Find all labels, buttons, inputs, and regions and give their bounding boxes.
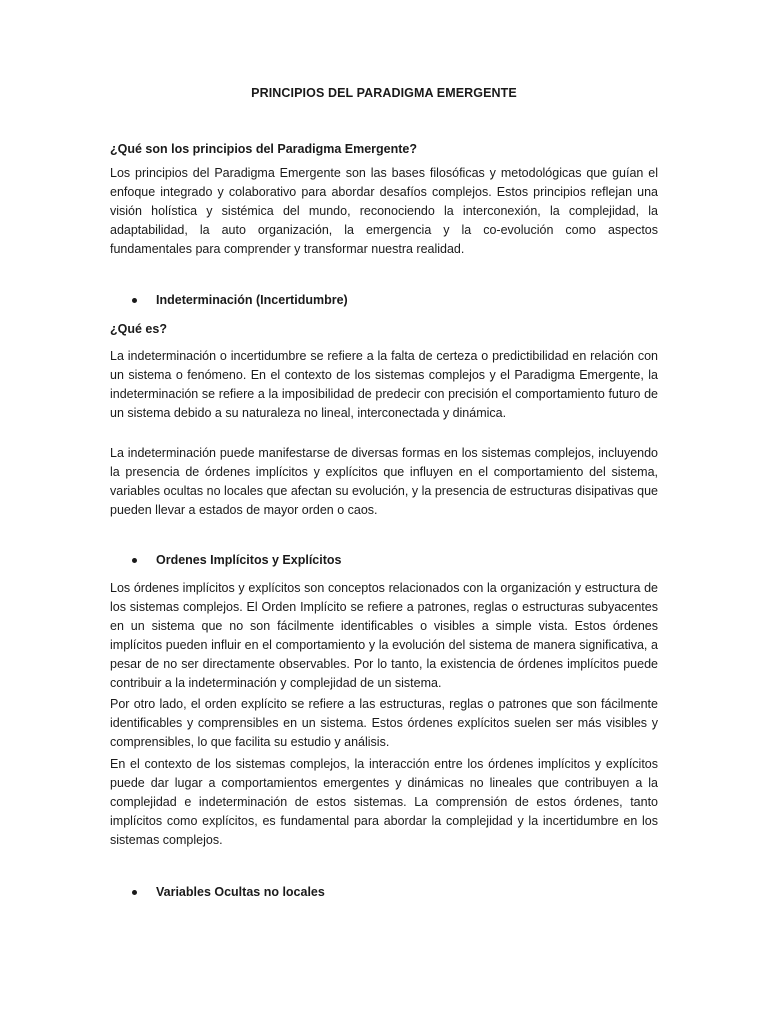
section1-paragraph-1: La indeterminación o incertidumbre se refiere a la falta de certeza o predictibilidad en relación con un sistema o fenómeno. En el contexto de los sistemas complejos y el Paradigma Emergente, la indeterminación se refiere a la imposibilidad de predecir con precisión el comportamiento futuro de un sistema debido a su naturaleza no lineal, interconectada y dinámica. [110,349,658,420]
section2-paragraph-3: En el contexto de los sistemas complejos, la interacción entre los órdenes implícitos y explícitos puede dar lugar a comportamientos emergentes y dinámicas no lineales que contribuyen a la complejidad e indeterminación de estos sistemas. La comprensión de estos órdenes, tanto implícitos como explícitos, es fundamental para abordar la complejidad y la incertidumbre en los sistemas complejos. [110,757,658,847]
bullet-dot-icon [132,558,137,563]
document-page [110,0,658,1024]
bullet-ordenes [132,553,341,567]
document-title: PRINCIPIOS DEL PARADIGMA EMERGENTE [251,86,517,100]
bullet-indeterminacion [132,293,348,307]
bullet-dot-icon [132,298,137,303]
section1-paragraph-2: La indeterminación puede manifestarse de diversas formas en los sistemas complejos, incluyendo la presencia de órdenes implícitos y explícitos que influyen en el comportamiento del sistema, variables ocultas no locales que afectan su evolución, y la presencia de estructuras disipativas que pueden llevar a estados de mayor orden o caos. [110,446,658,517]
bullet-label: Ordenes Implícitos y Explícitos [156,553,342,567]
intro-question: ¿Qué son los principios del Paradigma Emergente? [110,142,418,156]
bullet-dot-icon [132,890,137,895]
bullet-variables-ocultas [132,885,325,899]
bullet-label: Variables Ocultas no locales [156,885,325,899]
section2-paragraph-2: Por otro lado, el orden explícito se refiere a las estructuras, reglas o patrones que son fácilmente identificables y comprensibles en un sistema. Estos órdenes explícitos suelen ser más visibles y comprensibles, lo que facilita su estudio y análisis. [110,697,658,749]
bullet-label: Indeterminación (Incertidumbre) [156,293,348,307]
intro-paragraph: Los principios del Paradigma Emergente son las bases filosóficas y metodológicas que guían el enfoque integrado y colaborativo para abordar desafíos complejos. Estos principios reflejan una visión holística y sistémica del mundo, reconociendo la interconexión, la complejidad, la adaptabilidad, la auto organización, la emergencia y la co-evolución como aspectos fundamentales para comprender y transformar nuestra realidad. [110,166,658,256]
section1-question: ¿Qué es? [110,322,167,336]
section2-paragraph-1: Los órdenes implícitos y explícitos son conceptos relacionados con la organización y estructura de los sistemas complejos. El Orden Implícito se refiere a patrones, reglas o estructuras subyacentes en un sistema que no son fácilmente identificables o visibles a simple vista. Estos órdenes implícitos pueden influir en el comportamiento y la evolución del sistema de manera significativa, a pesar de no ser directamente observables. Por lo tanto, la existencia de órdenes implícitos puede contribuir a la indeterminación y complejidad de un sistema. [110,581,658,690]
